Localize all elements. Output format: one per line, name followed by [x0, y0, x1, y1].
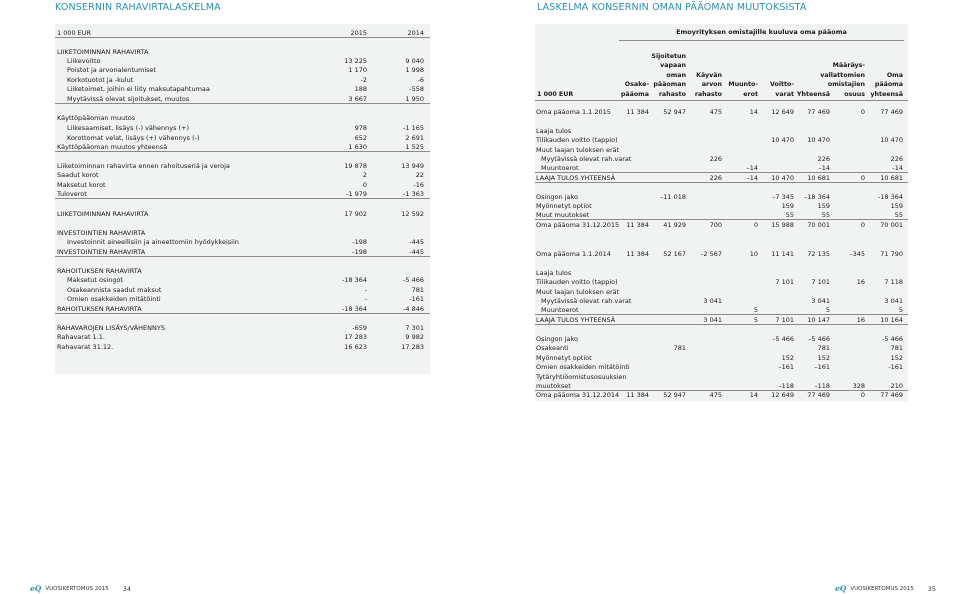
row-label: Rahavarat 1.1.: [57, 333, 105, 341]
equity-row: [535, 146, 908, 155]
equity-value: –11 018: [660, 193, 686, 201]
equity-row: [535, 354, 908, 363]
equity-value: 11 384: [626, 391, 649, 399]
equity-value: –14: [818, 164, 830, 172]
row-label: Liiketoiminnan rahavirta ennen rahoituseriä ja veroja: [57, 162, 230, 170]
row-label: Myytävissä olevat rah.varat: [541, 155, 632, 163]
equity-value: 7 101: [811, 278, 830, 286]
equity-row: [535, 127, 908, 136]
equity-value: 10 164: [880, 316, 903, 324]
equity-value: -5 466: [882, 335, 903, 343]
equity-row: [535, 278, 908, 287]
row-label: Oma pääoma 31.12.2014: [536, 391, 620, 399]
value-2015: 1 170: [348, 66, 367, 74]
equity-value: –161: [778, 363, 794, 371]
value-2015: 17 283: [344, 333, 367, 341]
row-label: Muut muutokset: [536, 211, 590, 219]
value-2015: -18 364: [341, 305, 367, 313]
value-2014: -558: [409, 85, 424, 93]
cash-flow-row: [55, 238, 430, 247]
equity-value: –345: [849, 250, 865, 258]
row-label: Omien osakkeiden mitätöinti: [536, 363, 630, 371]
value-2014: 22: [415, 171, 424, 179]
row-label: Tytäryhtiöomistusosuuksien: [536, 373, 627, 381]
equity-value: 7 118: [884, 278, 903, 286]
cash-flow-row: [55, 276, 430, 285]
equity-row: [535, 297, 908, 306]
value-2014: -445: [409, 248, 424, 256]
year-2015-header: 2015: [350, 29, 367, 37]
column-header-line: osuus: [844, 90, 865, 98]
row-label: LAAJA TULOS YHTEENSÄ: [536, 174, 616, 182]
equity-value: 475: [709, 108, 722, 116]
row-label: Käyttöpääoman muutos yhteensä: [57, 143, 168, 151]
column-header-line: oman: [666, 71, 686, 79]
row-label: Osingon jako: [536, 193, 579, 201]
equity-value: 10 470: [771, 174, 794, 182]
value-2014: -1 165: [403, 124, 424, 132]
row-label: Myytävissä olevat rah.varat: [541, 297, 632, 305]
equity-value: 781: [890, 344, 903, 352]
row-label: Rahavarat 31.12.: [57, 343, 114, 351]
equity-value: 72 135: [807, 250, 830, 258]
column-header-line: Voitto-: [770, 81, 794, 88]
equity-row: [535, 391, 908, 400]
value-2014: 9 982: [405, 333, 424, 341]
row-label: LIIKETOIMINNAN RAHAVIRTA: [57, 210, 149, 218]
equity-value: 3 041: [884, 297, 903, 305]
footer-left: [30, 584, 131, 593]
value-2015: 17 902: [344, 210, 367, 218]
equity-value: 159: [890, 202, 903, 210]
equity-value: -161: [888, 363, 903, 371]
value-2014: 17 283: [401, 343, 424, 351]
equity-value: 52 167: [663, 250, 686, 258]
equity-row: [535, 202, 908, 211]
equity-row: [535, 373, 908, 382]
row-label: muutokset: [536, 382, 571, 390]
equity-value: 0: [860, 174, 865, 182]
row-label: Muut laajan tuloksen erät: [536, 146, 620, 154]
row-label: Laaja tulos: [536, 127, 572, 135]
equity-value: 226: [709, 155, 722, 163]
row-label: Liikesaamiset, lisäys (-) vähennys (+): [67, 124, 190, 132]
row-label: Muuntoerot: [541, 306, 579, 314]
equity-value: 12 649: [771, 108, 794, 116]
cash-flow-row: [55, 267, 430, 276]
column-header-line: rahasto: [694, 90, 722, 98]
row-label: Myönnetyt optiot: [536, 202, 592, 210]
value-2014: -445: [409, 238, 424, 246]
equity-value: 10 681: [807, 174, 830, 182]
cash-flow-title: KONSERNIN RAHAVIRTALASKELMA: [55, 2, 221, 13]
value-2014: 781: [411, 286, 424, 294]
equity-value: 55: [821, 211, 830, 219]
row-label: Maksetut osingot: [67, 276, 123, 284]
equity-value: 5: [753, 316, 758, 324]
equity-value: 152: [781, 354, 794, 362]
equity-value: 55: [785, 211, 794, 219]
equity-value: 10 147: [807, 316, 830, 324]
value-2015: 1 630: [348, 143, 367, 151]
equity-value: 55: [894, 211, 903, 219]
equity-row: [535, 211, 908, 220]
unit-label: 1 000 EUR: [537, 90, 574, 98]
value-2014: -4 846: [403, 305, 424, 313]
equity-row: [535, 136, 908, 145]
row-label: Osingon jako: [536, 335, 579, 343]
equity-value: 475: [709, 391, 722, 399]
publication-name: VUOSIKERTOMUS 2015: [45, 585, 109, 592]
row-label: Saadut korot: [57, 171, 99, 179]
cash-flow-row: [55, 143, 430, 152]
row-label: Muut laajan tuloksen erät: [536, 288, 620, 296]
equity-value: 52 947: [663, 391, 686, 399]
cash-flow-row: [55, 295, 430, 304]
cash-flow-row: [55, 134, 430, 143]
equity-value: 781: [673, 344, 686, 352]
cash-flow-row: [55, 66, 430, 75]
equity-group-header: [535, 24, 908, 41]
value-2015: 13 225: [344, 57, 367, 65]
equity-value: 11 384: [626, 250, 649, 258]
equity-value: 77 469: [880, 391, 903, 399]
page-number-left: 34: [122, 584, 132, 593]
column-header-line: Oma: [886, 71, 903, 79]
equity-value: 70 001: [880, 221, 903, 229]
value-2015: 16 623: [344, 343, 367, 351]
value-2014: -161: [409, 295, 424, 303]
value-2015: 0: [362, 181, 367, 189]
equity-row: [535, 174, 908, 183]
value-2015: 2: [362, 171, 367, 179]
equity-value: –18 364: [804, 193, 830, 201]
column-header-line: pääoma: [874, 81, 903, 88]
value-2015: 19 878: [344, 162, 367, 170]
equity-value: 0: [860, 108, 865, 116]
equity-value: 10 470: [880, 136, 903, 144]
column-header-line: vallattomien: [820, 71, 865, 79]
row-label: Liiketoimet, joihin ei liity maksutapahtumaa: [67, 85, 210, 93]
equity-value: 71 790: [880, 250, 903, 258]
value-2015: -18 364: [341, 276, 367, 284]
value-2014: -6: [417, 76, 424, 84]
equity-value: –14: [746, 164, 758, 172]
value-2015: -2: [360, 76, 367, 84]
row-label: Käyttöpääoman muutos: [57, 114, 136, 122]
cash-flow-row: [55, 181, 430, 190]
cash-flow-row: [55, 95, 430, 104]
equity-row: [535, 306, 908, 315]
column-header-line: rahasto: [658, 90, 686, 98]
equity-row: [535, 288, 908, 297]
column-header-line: Osake-: [624, 81, 649, 88]
row-label: Oma pääoma 31.12.2015: [536, 221, 620, 229]
column-header-line: erot: [743, 90, 758, 98]
equity-group-label: Emoyrityksen omistajille kuuluva oma pääoma: [676, 28, 847, 36]
column-header-line: varat: [775, 90, 794, 98]
value-2014: -1 363: [403, 190, 424, 198]
equity-value: 7 101: [775, 316, 794, 324]
column-header-line: vapaan: [660, 62, 686, 69]
cash-flow-header-row: [55, 29, 430, 38]
equity-value: 10 681: [880, 174, 903, 182]
value-2015: -659: [352, 324, 367, 332]
row-label: Tilikauden voitto (tappio): [536, 278, 618, 286]
equity-value: 10 470: [807, 136, 830, 144]
equity-value: 52 947: [663, 108, 686, 116]
equity-value: 16: [856, 278, 865, 286]
equity-value: 159: [781, 202, 794, 210]
equity-value: -14: [892, 164, 903, 172]
cash-flow-row: [55, 76, 430, 85]
equity-value: 77 469: [807, 391, 830, 399]
equity-value: –161: [814, 363, 830, 371]
column-header-line: Määräys-: [832, 62, 865, 69]
column-header-line: Yhteensä: [796, 90, 830, 98]
equity-row: [535, 193, 908, 202]
row-label: Osakeanti: [536, 344, 569, 352]
row-label: Laaja tulos: [536, 269, 572, 277]
column-header-line: Käyvän: [696, 71, 722, 79]
equity-value: 3 041: [703, 297, 722, 305]
cash-flow-row: [55, 57, 430, 66]
row-label: Liikevoitto: [67, 57, 101, 65]
year-2014-header: 2014: [407, 29, 424, 37]
cash-flow-row: [55, 248, 430, 257]
value-2014: 12 592: [401, 210, 424, 218]
cash-flow-table: [55, 24, 430, 374]
value-2014: 1 950: [405, 95, 424, 103]
equity-value: 700: [709, 221, 722, 229]
equity-value: 77 469: [807, 108, 830, 116]
equity-row: [535, 164, 908, 173]
value-2014: 1 998: [405, 66, 424, 74]
equity-value: 11 384: [626, 221, 649, 229]
eq-logo: eQ: [30, 584, 42, 593]
value-2015: 3 667: [348, 95, 367, 103]
row-label: INVESTOINTIEN RAHAVIRTA: [57, 248, 146, 256]
row-label: LAAJA TULOS YHTEENSÄ: [536, 316, 616, 324]
equity-value: 15 988: [771, 221, 794, 229]
equity-row: [535, 221, 908, 230]
equity-row: [535, 316, 908, 325]
column-header-line: pääoma: [620, 90, 649, 98]
equity-row: [535, 335, 908, 344]
equity-value: –7 345: [772, 193, 794, 201]
equity-value: 159: [817, 202, 830, 210]
equity-value: 226: [709, 174, 722, 182]
equity-value: 14: [749, 108, 758, 116]
equity-value: 152: [817, 354, 830, 362]
equity-value: 226: [817, 155, 830, 163]
equity-value: 11 141: [771, 250, 794, 258]
equity-value: 11 384: [626, 108, 649, 116]
value-2014: 13 949: [401, 162, 424, 170]
equity-value: 0: [753, 221, 758, 229]
equity-value: 328: [852, 382, 865, 390]
value-2015: 652: [354, 134, 367, 142]
column-header-line: arvon: [701, 81, 722, 88]
equity-row: [535, 382, 908, 391]
equity-row: [535, 344, 908, 353]
value-2014: 9 040: [405, 57, 424, 65]
row-label: LIIKETOIMINNAN RAHAVIRTA: [57, 48, 149, 56]
value-2014: 7 301: [405, 324, 424, 332]
value-2015: -198: [352, 238, 367, 246]
value-2014: -5 466: [403, 276, 424, 284]
equity-value: –118: [778, 382, 794, 390]
equity-value: 41 929: [663, 221, 686, 229]
column-header-line: Sijoitetun: [651, 52, 686, 60]
value-2014: 1 525: [405, 143, 424, 151]
cash-flow-row: [55, 210, 430, 219]
equity-value: 7 101: [775, 278, 794, 286]
row-label: Oma pääoma 1.1.2014: [536, 250, 611, 258]
row-label: Tuloverot: [57, 190, 87, 198]
value-2014: 2 691: [405, 134, 424, 142]
cash-flow-row: [55, 171, 430, 180]
equity-row: [535, 155, 908, 164]
row-label: Poistot ja arvonalentumiset: [67, 66, 157, 74]
cash-flow-row: [55, 85, 430, 94]
row-label: Korkotuotot ja -kulut: [67, 76, 134, 84]
equity-value: -18 364: [877, 193, 903, 201]
row-label: Oma pääoma 1.1.2015: [536, 108, 611, 116]
equity-value: 16: [856, 316, 865, 324]
equity-value: –118: [814, 382, 830, 390]
equity-value: 210: [890, 382, 903, 390]
equity-value: 0: [860, 221, 865, 229]
row-label: Myönnetyt optiot: [536, 354, 592, 362]
row-label: Muuntoerot: [541, 164, 579, 172]
page-number-right: 35: [927, 584, 937, 593]
cash-flow-row: [55, 190, 430, 199]
equity-row: [535, 108, 908, 117]
column-header-line: omistajien: [827, 81, 865, 88]
cash-flow-row: [55, 324, 430, 333]
row-label: Myytävissä olevat sijoitukset, muutos: [67, 95, 190, 103]
cash-flow-row: [55, 48, 430, 57]
row-label: Investoinnit aineellisiin ja aineettomiin hyödykkeisiin: [67, 238, 239, 246]
value-2015: 978: [354, 124, 367, 132]
cash-flow-row: [55, 124, 430, 133]
value-2015: -198: [352, 248, 367, 256]
column-header-line: yhteensä: [870, 90, 903, 98]
equity-value: 5: [898, 306, 903, 314]
value-2015: -: [364, 286, 367, 294]
row-label: RAHOITUKSEN RAHAVIRTA: [57, 305, 142, 313]
column-header-line: Muunto-: [728, 81, 758, 88]
footer-right: [835, 584, 936, 593]
equity-value: 5: [753, 306, 758, 314]
equity-value: 3 041: [811, 297, 830, 305]
equity-value: 0: [860, 391, 865, 399]
publication-name: VUOSIKERTOMUS 2015: [850, 585, 914, 592]
value-2015: -: [364, 295, 367, 303]
cash-flow-row: [55, 333, 430, 342]
equity-value: 77 469: [880, 108, 903, 116]
equity-value: –5 466: [772, 335, 794, 343]
equity-value: 5: [825, 306, 830, 314]
equity-value: –14: [746, 174, 758, 182]
equity-row: [535, 269, 908, 278]
row-label: Osakeannista saadut maksut: [67, 286, 162, 294]
equity-value: 14: [749, 391, 758, 399]
equity-value: 10: [749, 250, 758, 258]
value-2015: 188: [354, 85, 367, 93]
equity-value: 3 041: [703, 316, 722, 324]
cash-flow-row: [55, 286, 430, 295]
column-header-line: pääoman: [653, 81, 686, 88]
equity-value: 70 001: [807, 221, 830, 229]
unit-label: 1 000 EUR: [57, 29, 92, 37]
cash-flow-row: [55, 229, 430, 238]
cash-flow-row: [55, 162, 430, 171]
row-label: Omien osakkeiden mitätöinti: [67, 295, 161, 303]
equity-value: 10 470: [771, 136, 794, 144]
equity-value: –5 466: [808, 335, 830, 343]
equity-row: [535, 250, 908, 259]
row-label: Korottomat velat, lisäys (+) vähennys (-): [67, 134, 200, 142]
cash-flow-row: [55, 343, 430, 352]
equity-changes-table: [535, 24, 908, 401]
equity-value: 12 649: [771, 391, 794, 399]
row-label: Tilikauden voitto (tappio): [536, 136, 618, 144]
equity-value: 781: [817, 344, 830, 352]
value-2015: -1 979: [346, 190, 367, 198]
row-label: RAHOITUKSEN RAHAVIRTA: [57, 267, 142, 275]
equity-row: [535, 363, 908, 372]
equity-changes-title: LASKELMA KONSERNIN OMAN PÄÄOMAN MUUTOKSISTA: [537, 2, 807, 13]
equity-value: 152: [890, 354, 903, 362]
row-label: RAHAVAROJEN LISÄYS/VÄHENNYS: [57, 324, 165, 332]
row-label: Maksetut korot: [57, 181, 106, 189]
equity-value: 226: [890, 155, 903, 163]
equity-value: –2 567: [700, 250, 722, 258]
row-label: INVESTOINTIEN RAHAVIRTA: [57, 229, 146, 237]
eq-logo: eQ: [835, 584, 847, 593]
cash-flow-row: [55, 114, 430, 123]
cash-flow-row: [55, 305, 430, 314]
value-2014: -16: [413, 181, 424, 189]
